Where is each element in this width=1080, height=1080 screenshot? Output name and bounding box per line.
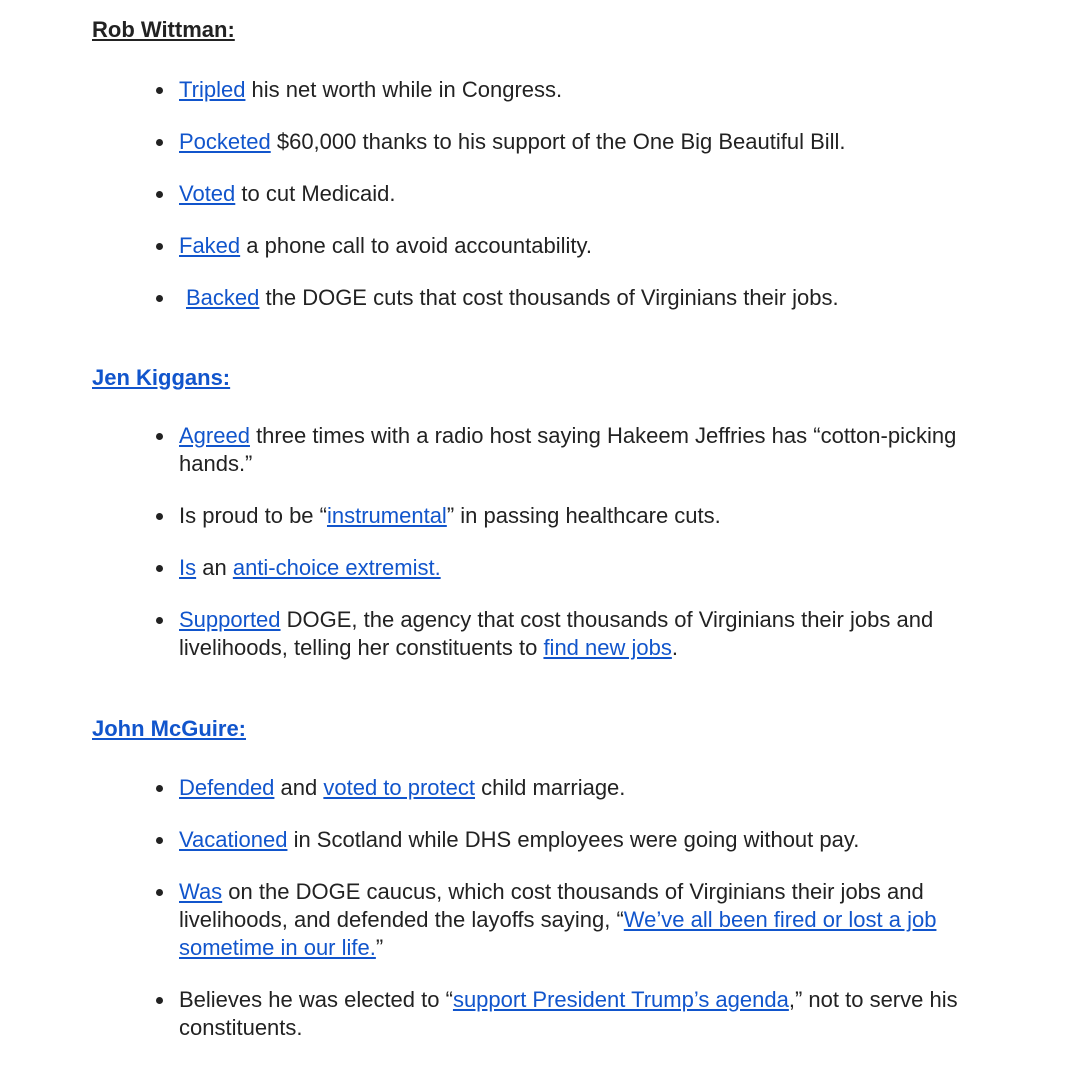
bullet-icon xyxy=(156,785,163,792)
item-text: his net worth while in Congress. xyxy=(245,77,563,102)
item-text: ” xyxy=(375,935,384,960)
bullet-icon xyxy=(156,837,163,844)
link-backed[interactable]: Backed xyxy=(186,285,260,310)
link-supported[interactable]: Supported xyxy=(179,607,281,632)
section-heading-link[interactable]: John McGuire: xyxy=(92,716,247,741)
item-text: . xyxy=(671,635,678,660)
link-vacationed[interactable]: Vacationed xyxy=(179,827,288,852)
item-text: DOGE, the agency that cost thousands of Virginians their jobs and livelihoods, telling her constituents to xyxy=(179,607,934,660)
list-item xyxy=(92,554,1009,582)
link-voted[interactable]: Voted xyxy=(179,181,236,206)
item-text: to cut Medicaid. xyxy=(235,181,396,206)
link-support-trump-agenda[interactable]: support President Trump’s agenda xyxy=(452,987,789,1012)
list-item xyxy=(92,826,1009,854)
item-text: child marriage. xyxy=(475,775,626,800)
link-was[interactable]: Was xyxy=(179,879,223,904)
bullet-list xyxy=(92,76,1012,312)
bullet-icon xyxy=(156,997,163,1004)
link-instrumental[interactable]: instrumental xyxy=(326,503,447,528)
item-text: $60,000 thanks to his support of the One Big Beautiful Bill. xyxy=(270,129,846,154)
bullet-icon xyxy=(156,295,163,302)
link-find-new-jobs[interactable]: find new jobs xyxy=(543,635,672,660)
bullet-icon xyxy=(156,139,163,146)
list-item xyxy=(92,878,1009,962)
link-anti-choice-extremist[interactable]: anti-choice extremist. xyxy=(232,555,441,580)
bullet-list xyxy=(92,422,1012,662)
link-tripled[interactable]: Tripled xyxy=(179,77,246,102)
item-text: the DOGE cuts that cost thousands of Virginians their jobs. xyxy=(259,285,839,310)
item-text: a phone call to avoid accountability. xyxy=(240,233,592,258)
section-jen-kiggans xyxy=(92,364,1012,662)
link-agreed[interactable]: Agreed xyxy=(179,423,250,448)
link-defended[interactable]: Defended xyxy=(179,775,275,800)
section-john-mcguire xyxy=(92,715,1012,1042)
list-item xyxy=(92,180,1009,208)
list-item xyxy=(92,76,1009,104)
bullet-icon xyxy=(156,191,163,198)
item-text: Is proud to be “ xyxy=(179,503,327,528)
bullet-icon xyxy=(156,617,163,624)
item-text: and xyxy=(274,775,324,800)
item-text: ” in passing healthcare cuts. xyxy=(446,503,721,528)
item-text: Believes he was elected to “ xyxy=(179,987,453,1012)
bullet-icon xyxy=(156,565,163,572)
item-text: three times with a radio host saying Hakeem Jeffries has “cotton-picking hands.” xyxy=(179,423,957,476)
list-item xyxy=(92,502,1009,530)
item-text: on the DOGE caucus, which cost thousands of Virginians their jobs and livelihoods, and defended the layoffs saying, “ xyxy=(179,879,924,932)
bullet-icon xyxy=(156,513,163,520)
section-heading-link[interactable]: Jen Kiggans: xyxy=(92,365,231,390)
item-text: in Scotland while DHS employees were going without pay. xyxy=(287,827,860,852)
bullet-icon xyxy=(156,889,163,896)
list-item xyxy=(92,774,1009,802)
link-is[interactable]: Is xyxy=(179,555,197,580)
section-heading: Rob Wittman: xyxy=(92,17,235,42)
link-voted-to-protect[interactable]: voted to protect xyxy=(323,775,476,800)
bullet-icon xyxy=(156,433,163,440)
list-item xyxy=(92,422,1009,478)
item-text: an xyxy=(196,555,233,580)
list-item xyxy=(92,128,1009,156)
item-text: ,” not to serve his constituents. xyxy=(179,987,958,1040)
list-item xyxy=(92,232,1009,260)
list-item xyxy=(92,284,1009,312)
bullet-list xyxy=(92,774,1012,1042)
link-pocketed[interactable]: Pocketed xyxy=(179,129,271,154)
list-item xyxy=(92,986,1009,1042)
section-rob-wittman xyxy=(92,16,1012,312)
link-faked[interactable]: Faked xyxy=(179,233,241,258)
bullet-icon xyxy=(156,87,163,94)
bullet-icon xyxy=(156,243,163,250)
list-item xyxy=(92,606,1009,662)
link-quote-fired[interactable]: We’ve all been fired or lost a job sometime in our life. xyxy=(179,907,937,960)
